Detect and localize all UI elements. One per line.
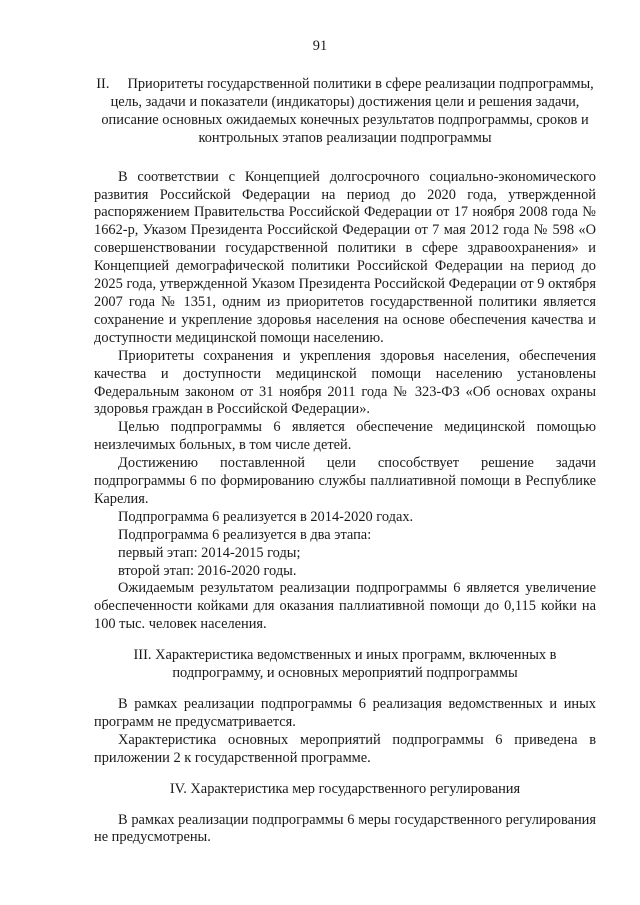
paragraph-main-measures: Характеристика основных мероприятий подпрограммы 6 приведена в приложении 2 к государственной программе. bbox=[94, 731, 596, 766]
section-3-heading bbox=[94, 647, 596, 683]
paragraph-departmental-programs: В рамках реализации подпрограммы 6 реализация ведомственных и иных программ не предусматривается. bbox=[94, 696, 596, 730]
section-2-title: Приоритеты государственной политики в сфере реализации подпрограммы, цель, задачи и показатели (индикаторы) достижения цели и решения задачи, описание основных ожидаемых конечных результатов подпрограммы, сроков и контрольных этапов реализации подпрограммы bbox=[101, 76, 594, 146]
stage-2-line: второй этап: 2016-2020 годы. bbox=[118, 562, 297, 579]
paragraph-goal: Целью подпрограммы 6 является обеспечение медицинской помощью неизлечимых больных, в том числе детей. bbox=[94, 419, 596, 454]
stage-1-line: первый этап: 2014-2015 годы; bbox=[118, 544, 301, 561]
paragraph-priorities: Приоритеты сохранения и укрепления здоровья населения, обеспечения качества и доступности медицинской помощи населению установлены Федеральным законом от 31 ноября 2011 года № 323-ФЗ «Об основах охраны здоровья граждан в Российской Федерации». bbox=[94, 347, 596, 418]
paragraph-task: Достижению поставленной цели способствует решение задачи подпрограммы 6 по формированию службы паллиативной помощи в Республике Карелия. bbox=[94, 455, 596, 507]
paragraph-period: Подпрограмма 6 реализуется в 2014-2020 годах. bbox=[118, 508, 414, 525]
section-3-title-line-2: подпрограмму, и основных мероприятий подпрограммы bbox=[172, 665, 518, 682]
page-content bbox=[94, 76, 596, 847]
section-4-heading: IV. Характеристика мер государственного регулирования bbox=[169, 780, 521, 797]
section-2-number: II. bbox=[96, 76, 110, 92]
paragraph-regulation: В рамках реализации подпрограммы 6 меры государственного регулирования не предусмотрены. bbox=[94, 811, 596, 846]
section-3-title-line-1: III. Характеристика ведомственных и иных программ, включенных в bbox=[133, 647, 557, 664]
paragraph-result: Ожидаемым результатом реализации подпрограммы 6 является увеличение обеспеченности койками для оказания паллиативной помощи до 0,115 койки на 100 тыс. человек населения. bbox=[94, 580, 596, 633]
page-number: 91 bbox=[312, 38, 328, 54]
paragraph-concept: В соответствии с Концепцией долгосрочного социально-экономического развития Российской Федерации на период до 2020 года, утвержденной распоряжением Правительства Российской Федерации от 17 ноября 2008 года № 1662-р, Указом Президента Российской Федерации от 7 мая 2012 года № 598 «О совершенствовании государственной политики в сфере здравоохранения» и Концепцией демографической политики Российской Федерации на период до 2025 года, утвержденной Указом Президента Российской Федерации от 9 октября 2007 года № 1351, одним из приоритетов государственной политики является сохранение и укрепление здоровья населения на основе обеспечения качества и доступности медицинской помощи населению. bbox=[94, 168, 596, 346]
section-2-heading bbox=[94, 76, 596, 148]
paragraph-stages: Подпрограмма 6 реализуется в два этапа: bbox=[118, 526, 372, 543]
